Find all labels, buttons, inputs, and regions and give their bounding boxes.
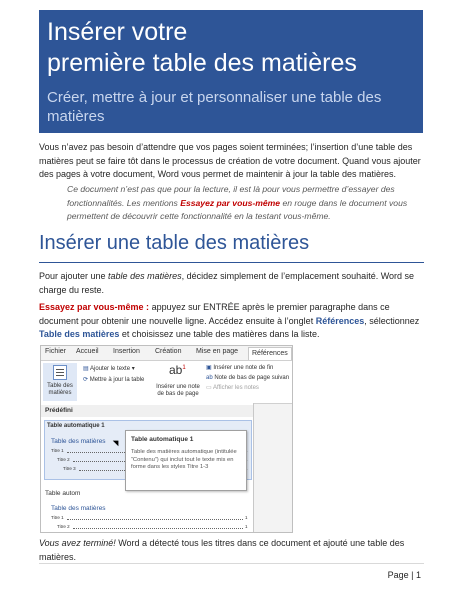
tab-layout[interactable]: Mise en page (196, 348, 239, 355)
auto-table-1-label: Table automatique 1 (47, 423, 105, 429)
menu-item-auto-table-2[interactable]: Table autom (41, 488, 253, 500)
toc-entry: Titre 1 (51, 515, 64, 520)
update-table-button[interactable] (83, 377, 144, 384)
page-title-line-2: première table des matières (47, 49, 357, 77)
para1-italic: table des matières (108, 271, 182, 281)
intro-paragraph: Vous n’avez pas besoin d’attendre que vos pages soient terminées; l’insertion d’une table des matières peut se faire tôt dans le processus de création de votre document. Quand vous ajouter des pages à votre document, Word vous permet de maintenir à jour la table des matières. (39, 142, 421, 179)
show-notes-icon: ▭ (206, 385, 214, 391)
toc-preview-title: Table des matières (51, 438, 106, 445)
toc-page: 1 (245, 515, 248, 520)
add-text-icon: ▤ (83, 366, 91, 372)
next-footnote-icon: ab (206, 375, 215, 381)
superscript-glyph: 1 (182, 365, 186, 371)
toc-link: Table des matières (39, 329, 120, 339)
insert-footnote-label: Insérer une note de bas de page (156, 384, 200, 397)
closing-paragraph (39, 537, 429, 564)
update-table-label: Mettre à jour la table (89, 377, 145, 383)
para1-text-2: , décidez simplement de l’emplacement souhaité. Word se charge du reste. (39, 271, 415, 295)
toc-entry: Titre 3 (63, 466, 76, 471)
toc-entry: Titre 1 (51, 448, 64, 453)
next-footnote-label: Note de bas de page suivan (214, 375, 290, 381)
page-subtitle: Créer, mettre à jour et personnaliser une table des matières (47, 89, 382, 125)
add-text-label: Ajouter le texte (90, 366, 131, 372)
page-title-line-1: Insérer votre (47, 18, 188, 46)
references-link: Références (315, 315, 365, 326)
para2-text-1: appuyez sur ENTRÉE après le premier paragraphe dans ce document pour obtenir une nouvelle ligne. Accédez ensuite à l’onglet (39, 302, 390, 326)
ribbon (41, 360, 292, 404)
ribbon-tabs (41, 346, 292, 360)
word-screenshot (40, 345, 293, 533)
para1-text-1: Pour ajouter une (39, 271, 109, 281)
note-quote (67, 183, 417, 224)
paragraph-1 (39, 270, 429, 297)
tab-references[interactable]: Références (248, 347, 292, 360)
ab-footnote-icon (169, 363, 186, 377)
closing-text: Word a détecté tous les titres dans ce document et ajouté une table des matières. (39, 538, 405, 562)
refresh-icon: ⟳ (83, 377, 90, 383)
toc-preview-title-2: Table des matières (51, 505, 106, 512)
show-notes-label: Afficher les notes (213, 385, 259, 391)
section-heading: Insérer une table des matières (39, 232, 310, 254)
try-label: Essayez par vous-même : (39, 302, 150, 312)
insert-endnote-button[interactable] (206, 365, 273, 372)
add-text-button[interactable]: ▤ Ajouter le texte ▾ (83, 366, 135, 372)
tooltip (125, 430, 247, 491)
toc-leader (73, 528, 243, 529)
toc-button[interactable] (43, 363, 77, 401)
title-banner (39, 10, 423, 133)
toc-button-label: Table des matières (47, 383, 73, 396)
note-highlight: Essayez par vous-même (180, 197, 281, 208)
note-text-1: Ce document n’est pas que pour la lecture, il est là pour vous permettre d’essayer des fonctionnalités. Les mentions (67, 184, 395, 208)
endnote-icon: ▣ (206, 365, 214, 371)
tooltip-description: Table des matières automatique (intitulée “Contenu”) qui inclut tout le texte mis en forme dans les styles Titre 1-3 (131, 449, 237, 470)
tab-file[interactable]: Fichier (45, 348, 67, 355)
tab-home[interactable]: Accueil (76, 348, 99, 355)
show-notes-button[interactable] (206, 385, 259, 392)
toc-entry: Titre 2 (57, 524, 70, 529)
toc-page: 1 (245, 524, 248, 529)
para2-text-3: et choisissez une table des matières dans la liste. (119, 329, 320, 339)
footer-rule (39, 563, 424, 564)
paragraph-2 (39, 301, 429, 342)
para2-text-2: , sélectionnez (364, 315, 420, 326)
insert-footnote-button[interactable] (153, 363, 203, 401)
toc-leader (67, 519, 243, 520)
next-footnote-button[interactable] (206, 375, 289, 382)
insert-endnote-label: Insérer une note de fin (213, 365, 274, 371)
toc-icon (53, 365, 67, 380)
page-number: Page | 1 (387, 570, 421, 580)
menu-section-predefined: Prédéfini (41, 405, 253, 417)
closing-italic: Vous avez terminé! (39, 538, 116, 548)
ab-glyph: ab (169, 363, 183, 377)
tab-design[interactable]: Création (155, 348, 182, 355)
tab-insert[interactable]: Insertion (113, 348, 140, 355)
heading-rule (39, 262, 424, 263)
note-text-2: en rouge dans le document vous permettent de découvrir cette fonctionnalité en la testant vous-même. (67, 197, 408, 221)
toc-entry: Titre 2 (57, 457, 70, 462)
tooltip-title: Table automatique 1 (131, 436, 194, 443)
